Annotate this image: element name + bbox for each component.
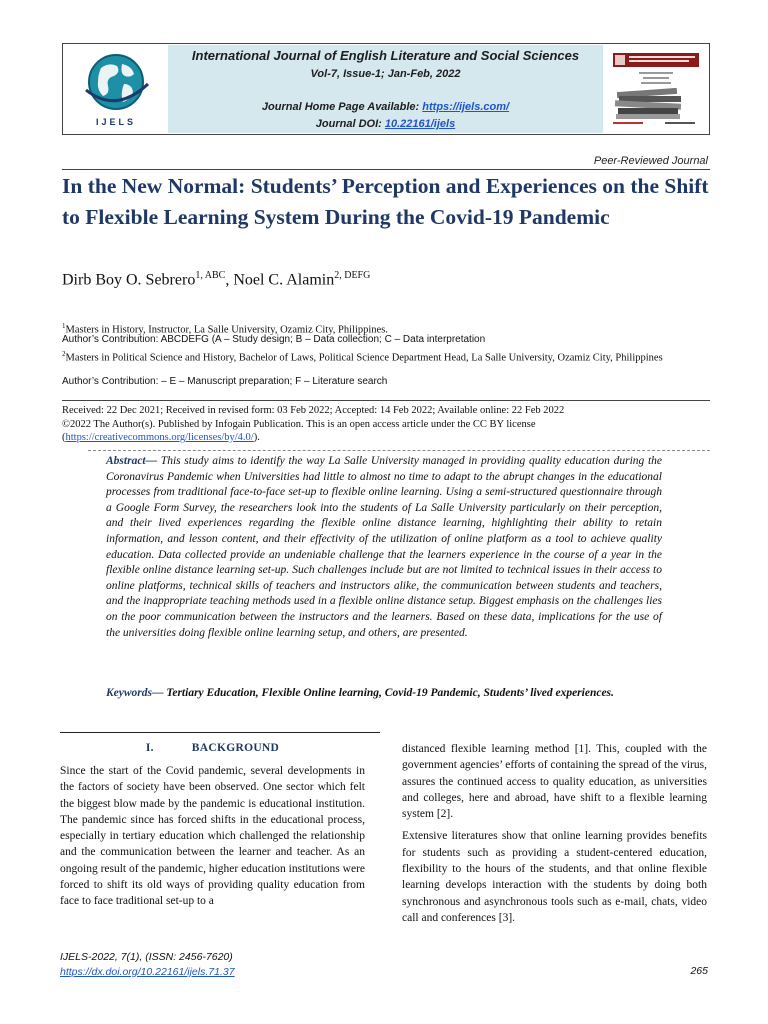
author-name: Dirb Boy O. Sebrero — [62, 271, 196, 289]
doi-label: Journal DOI: — [315, 118, 385, 130]
abstract-top-border — [88, 450, 710, 452]
affiliation-text: Masters in Political Science and History, Bachelor of Laws, Political Science Department Head, La Salle University, Ozamiz City, Philippines — [65, 352, 663, 364]
contribution-text: Author’s Contribution: – E – Manuscript preparation; F – Literature search — [62, 376, 388, 387]
body-column-right — [402, 741, 707, 932]
journal-header — [62, 43, 710, 135]
footer-citation — [60, 950, 235, 980]
article-history — [62, 404, 712, 445]
affiliation-2 — [62, 347, 712, 366]
home-page-line — [168, 101, 603, 113]
license-link[interactable]: https://creativecommons.org/licenses/by/4.0/ — [65, 432, 254, 443]
contribution-text: Author’s Contribution: ABCDEFG (A – Study design; B – Data collection; C – Data interpretation — [62, 334, 486, 345]
section-title: BACKGROUND — [191, 742, 280, 754]
abstract-label: Abstract— — [106, 455, 158, 467]
journal-title: International Journal of English Literature and Social Sciences — [191, 48, 580, 63]
author-affiliation-sup: 2, DEFG — [334, 270, 371, 281]
globe-logo-icon — [76, 50, 156, 118]
body-paragraph: Since the start of the Covid pandemic, several developments in the factors of society have been observed. One sector which felt the biggest blow made by the pandemic is educational institution. The pandemic since has forced shifts in the educational process, especially in tertiary education which challenged the relationship and the communication between the learner and teacher. As an ongoing result of the pandemic, higher education institutions were forced to shift its old ways of providing quality education from face to face traditional set-up to a — [60, 765, 365, 908]
body-column-left — [60, 763, 365, 916]
keywords-label: Keywords— — [106, 687, 164, 699]
author-line — [62, 270, 370, 289]
author-affiliation-sup: 1, ABC — [195, 270, 226, 281]
affiliation-marker: 2 — [62, 350, 66, 358]
author-contribution-1 — [62, 333, 712, 347]
home-page-link[interactable]: https://ijels.com/ — [422, 101, 510, 113]
license-link-line — [62, 431, 712, 445]
paper-title: In the New Normal: Students’ Perception and Experiences on the Shift to Flexible Learning System During the Covid-19 Pandemic — [62, 174, 709, 229]
section-number: I. — [145, 742, 154, 754]
footer-issn: IJELS-2022, 7(1), (ISSN: 2456-7620) — [60, 951, 233, 963]
journal-info-band — [168, 45, 603, 133]
peer-reviewed-label: Peer-Reviewed Journal — [593, 155, 708, 167]
license-paren-close: ). — [253, 432, 260, 443]
journal-logo — [64, 45, 168, 133]
license-paren-open: ( — [62, 432, 66, 443]
abstract-bottom-border — [60, 732, 380, 733]
affiliation-text: Masters in History, Instructor, La Salle University, Ozamiz City, Philippines. — [65, 324, 388, 336]
keywords-text: Tertiary Education, Flexible Online learning, Covid-19 Pandemic, Students’ lived experiences. — [163, 687, 614, 699]
article-doi-link[interactable]: https://dx.doi.org/10.22161/ijels.71.37 — [60, 966, 235, 978]
title-divider — [62, 169, 710, 170]
volume-issue: Vol-7, Issue-1; Jan-Feb, 2022 — [310, 68, 461, 80]
journal-cover-image — [609, 50, 703, 130]
home-page-label: Journal Home Page Available: — [261, 101, 423, 113]
logo-text: IJELS — [95, 117, 136, 127]
abstract — [106, 454, 662, 641]
author-separator: , — [225, 271, 234, 289]
abstract-text: This study aims to identify the way La Salle University managed in providing quality education during the Coronavirus Pandemic when Universities had little to almost no time to adapt to the abrupt changes in the educational processes from traditional face-to-face set-up to flexible online learning. Using a semi-structured questionnaire through a Google Form Survey, the researchers look into the students of La Salle University particularly on their perception, and their lived experiences regarding the flexible online distance learning, highlighting their ability to retain information, and lesson content, and their effectivity of the utilization of online platform as a tool to achieve quality education. Data collected provide an undeniable challenge that the learners experience in the course of a year in the flexible online distance learning set-up. Such challenges include but are not limited to technical issues in their access to online platforms, technical skills of teachers and instructors alike, the communication between students and teachers, and the inappropriate teaching methods used in a flexible online distance setup. Biggest emphasis on the challenges lies on the poor communication between the instructors and the learners. Based on these data, implications for the use of the universities doing flexible online learning setup, and others, are presented. — [106, 455, 662, 639]
journal-doi-line — [168, 118, 603, 130]
page-number: 265 — [690, 965, 708, 977]
license-statement: ©2022 The Author(s). Published by Infogain Publication. This is an open access article under the CC BY license — [62, 418, 536, 430]
author-name: Noel C. Alamin — [233, 271, 335, 289]
section-heading — [60, 742, 365, 754]
body-paragraph: distanced flexible learning method [1]. This, coupled with the government agencies’ efforts of containing the spread of the virus, assures the continued access to quality education, as universities and colleges, here and abroad, have shift to a flexible learning system [2]. — [402, 743, 707, 821]
affiliation-marker: 1 — [62, 322, 66, 330]
received-dates: Received: 22 Dec 2021; Received in revised form: 03 Feb 2022; Accepted: 14 Feb 2022; Available online: 22 Feb 2022 — [62, 405, 565, 416]
body-paragraph: Extensive literatures show that online learning provides benefits for students such as providing a student-centered education, flexibility to the hours of the students, and that online flexible learning develops interaction with the students by doing both synchronous and asynchronous tools such as e-mail, chats, video call and conferences [3]. — [402, 830, 707, 924]
author-contribution-2 — [62, 375, 712, 389]
received-divider — [62, 400, 710, 401]
keywords — [106, 685, 662, 701]
journal-cover-thumbnail — [603, 45, 708, 133]
journal-doi-link[interactable]: 10.22161/ijels — [384, 118, 456, 130]
